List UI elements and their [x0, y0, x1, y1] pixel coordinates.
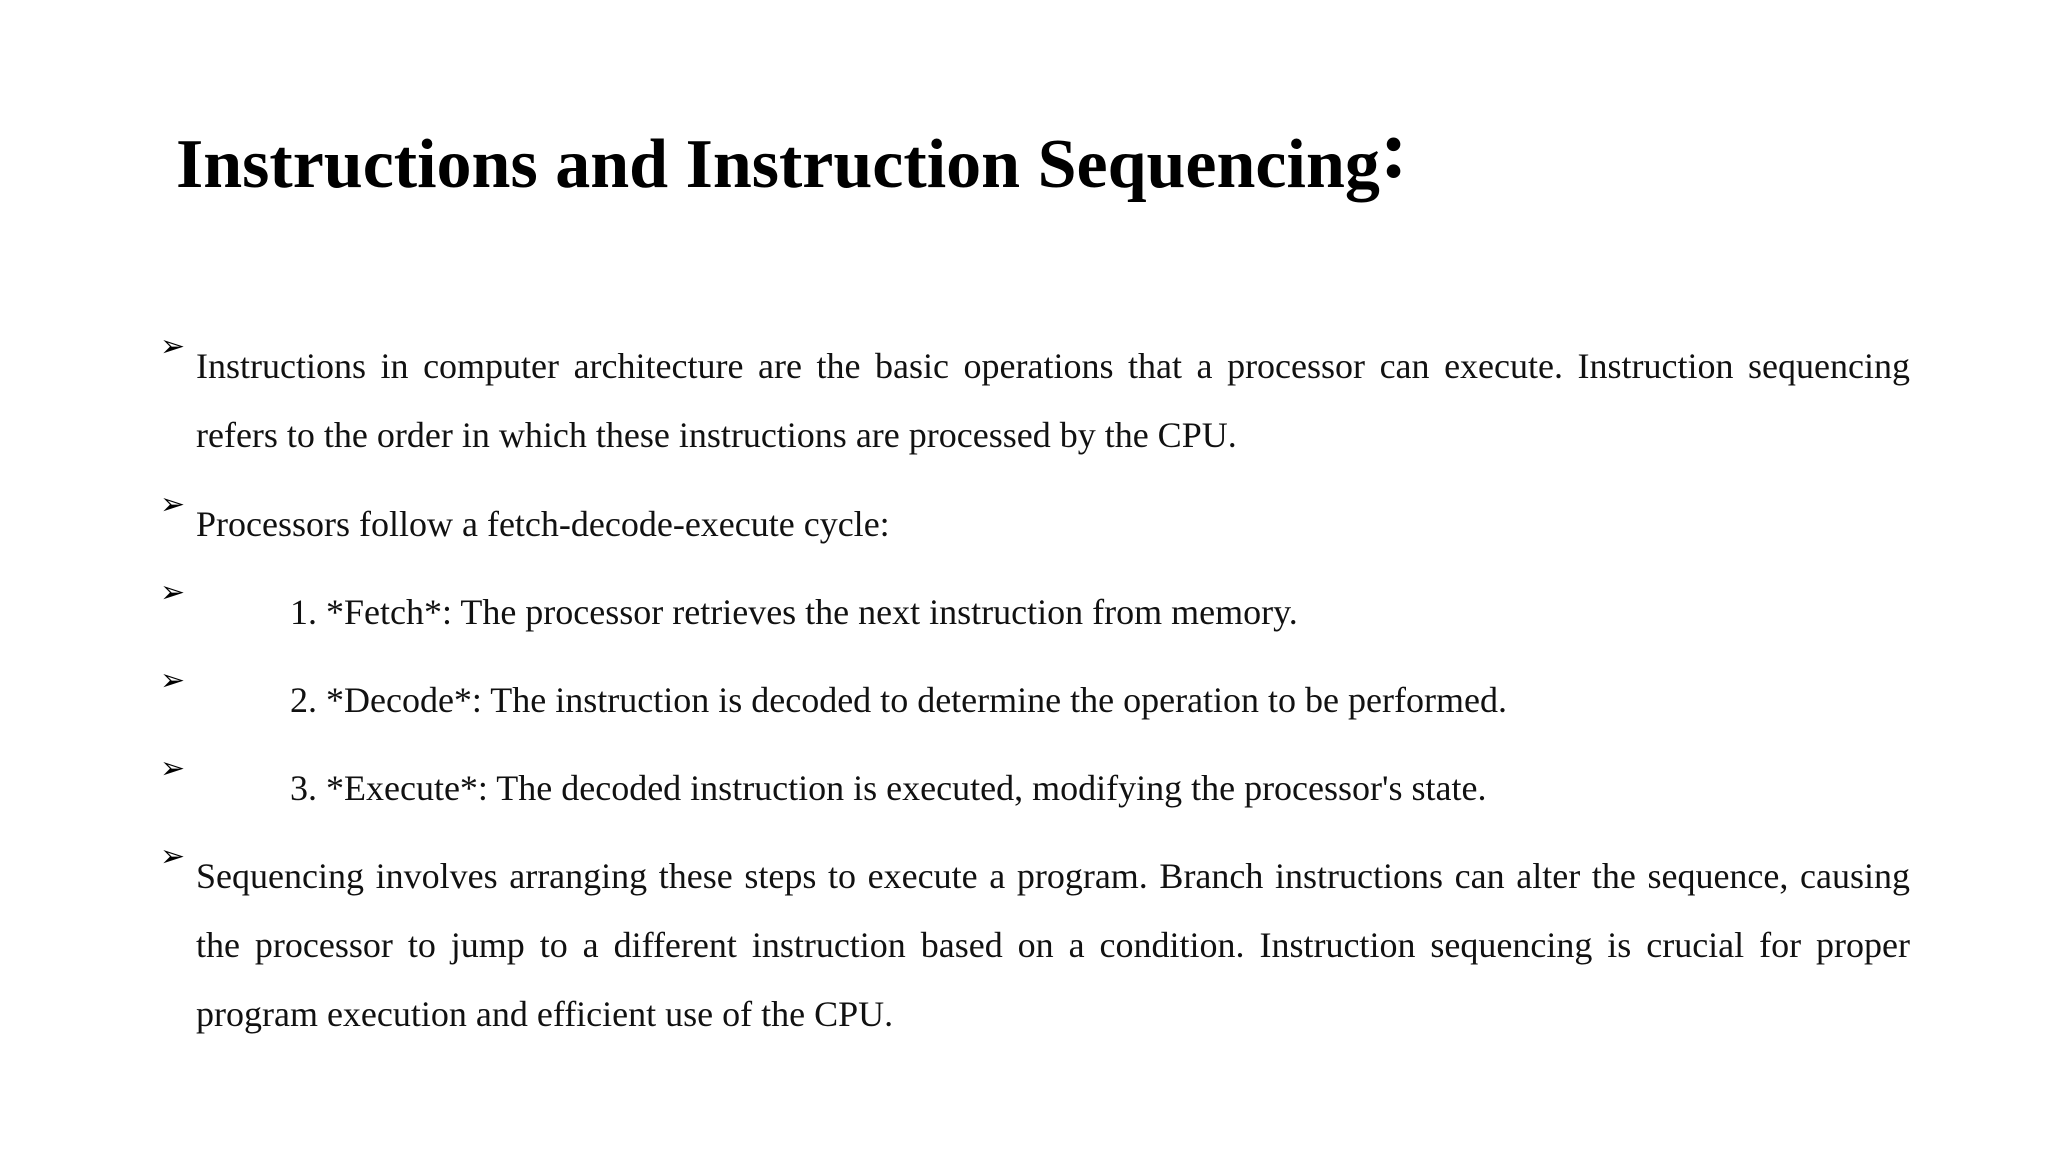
bullet-item	[160, 751, 1910, 823]
slide-title-text: Instructions and Instruction Sequencing	[176, 126, 1380, 203]
arrow-bullet-icon: ➢	[160, 839, 186, 874]
bullet-item	[160, 329, 1910, 470]
slide-title-colon: :	[1379, 103, 1408, 196]
bullet-text: Processors follow a fetch-decode-execute cycle:	[196, 504, 890, 544]
arrow-bullet-icon: ➢	[160, 575, 186, 610]
slide-title	[176, 103, 1408, 213]
bullet-text-fetch: 1. *Fetch*: The processor retrieves the next instruction from memory.	[290, 592, 1298, 632]
bullet-item	[160, 663, 1910, 735]
bullet-item	[160, 839, 1910, 1049]
bullet-text: Instructions in computer architecture are the basic operations that a processor can execute. Instruction sequencing refers to the order in which these instructions are processed by the CPU.	[196, 346, 1910, 455]
arrow-bullet-icon: ➢	[160, 751, 186, 786]
bullet-text: Sequencing involves arranging these steps to execute a program. Branch instructions can alter the sequence, causing the processor to jump to a different instruction based on a condition. Instruction sequencing is crucial for proper program execution and efficient use of the CPU.	[196, 856, 1910, 1034]
bullet-item	[160, 487, 1910, 559]
arrow-bullet-icon: ➢	[160, 487, 186, 522]
bullet-text-decode: 2. *Decode*: The instruction is decoded to determine the operation to be performed.	[290, 680, 1507, 720]
bullet-item	[160, 575, 1910, 647]
arrow-bullet-icon: ➢	[160, 329, 186, 364]
arrow-bullet-icon: ➢	[160, 663, 186, 698]
bullet-text-execute: 3. *Execute*: The decoded instruction is executed, modifying the processor's state.	[290, 768, 1487, 808]
